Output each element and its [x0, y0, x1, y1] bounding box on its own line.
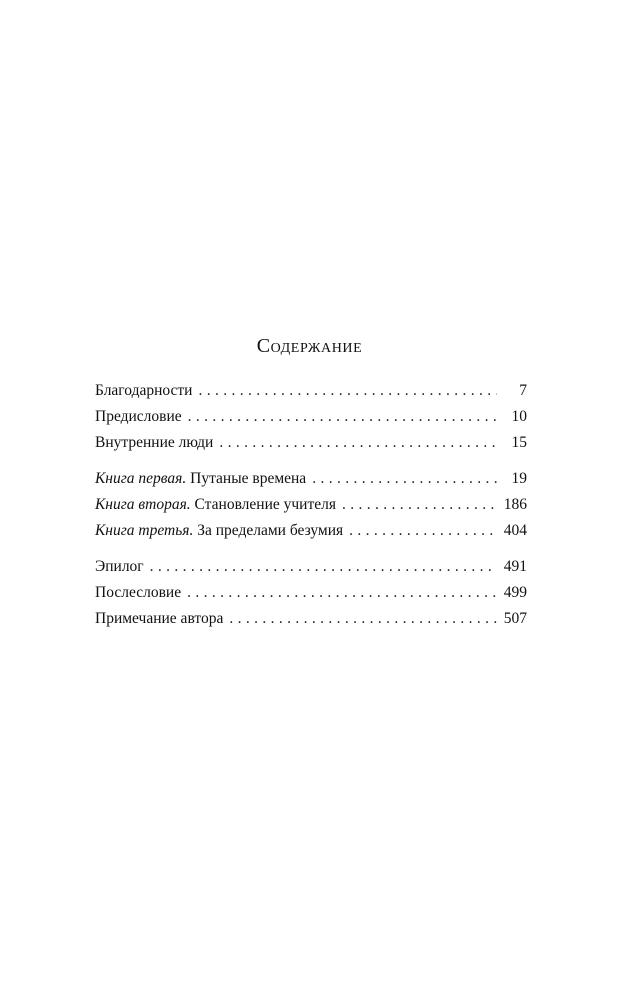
toc-entry-book: Книга третья. — [95, 522, 194, 539]
toc-entry-label: Эпилог — [95, 558, 144, 575]
toc-group-front-matter — [95, 378, 527, 456]
toc-entry[interactable] — [95, 492, 527, 518]
toc-entry[interactable] — [95, 430, 527, 456]
toc-entry-page-number: 186 — [503, 496, 527, 513]
toc-entry-page-number: 404 — [503, 522, 527, 539]
toc-entry-page-number: 15 — [511, 434, 527, 451]
toc-entry-book: Книга первая. — [95, 470, 187, 487]
dot-leader — [198, 378, 497, 404]
dot-leader — [187, 580, 497, 606]
toc-entry-label: Предисловие — [95, 408, 182, 425]
toc-entry[interactable] — [95, 580, 527, 606]
toc-entry-title — [95, 518, 343, 544]
dot-leader — [349, 518, 497, 544]
dot-leader — [229, 606, 497, 632]
dot-leader — [342, 492, 497, 518]
toc-entry[interactable] — [95, 404, 527, 430]
dot-leader — [219, 430, 497, 456]
toc-entry-page-number: 499 — [503, 584, 527, 601]
table-of-contents — [95, 378, 527, 632]
toc-group-back-matter — [95, 554, 527, 632]
toc-entry-title — [95, 466, 306, 492]
dot-leader — [188, 404, 497, 430]
toc-entry-title — [95, 404, 182, 430]
toc-entry-title — [95, 492, 336, 518]
page-title: Содержание — [256, 335, 363, 357]
toc-entry-label: Примечание автора — [95, 610, 224, 627]
toc-entry[interactable] — [95, 554, 527, 580]
toc-entry-label: За пределами безумия — [197, 522, 344, 539]
toc-entry-title — [95, 554, 144, 580]
toc-entry-page-number: 10 — [511, 408, 527, 425]
toc-entry-title — [95, 430, 213, 456]
toc-entry-page-number: 507 — [503, 610, 527, 627]
toc-entry-page-number: 19 — [511, 470, 527, 487]
toc-entry-label: Благодарности — [95, 382, 193, 399]
toc-entry-label: Внутренние люди — [95, 434, 214, 451]
toc-entry[interactable] — [95, 378, 527, 404]
dot-leader — [312, 466, 497, 492]
toc-entry-label: Путаные времена — [190, 470, 307, 487]
toc-entry[interactable] — [95, 606, 527, 632]
toc-entry-page-number: 7 — [519, 382, 527, 399]
toc-entry-label: Становление учителя — [194, 496, 336, 513]
toc-entry-label: Послесловие — [95, 584, 182, 601]
toc-entry-title — [95, 580, 181, 606]
toc-entry-page-number: 491 — [503, 558, 527, 575]
dot-leader — [150, 554, 497, 580]
toc-entry-title — [95, 378, 192, 404]
toc-entry-book: Книга вторая. — [95, 496, 191, 513]
toc-entry-title — [95, 606, 223, 632]
toc-group-books — [95, 466, 527, 544]
toc-entry[interactable] — [95, 518, 527, 544]
toc-entry[interactable] — [95, 466, 527, 492]
